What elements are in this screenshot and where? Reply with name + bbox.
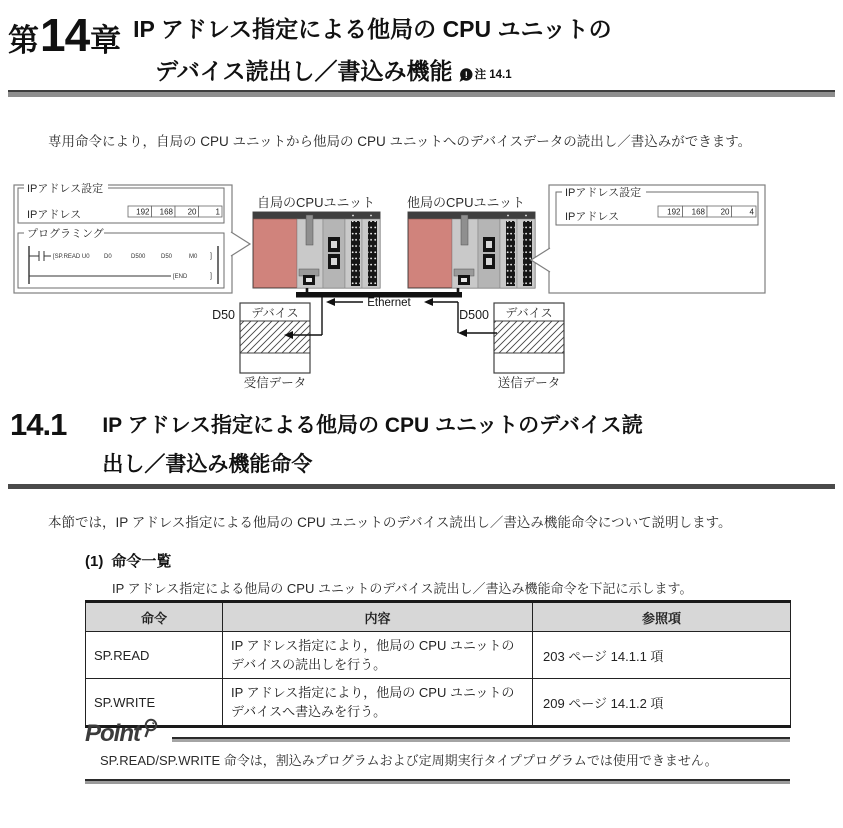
section-title-line2: 出し／書込み機能命令 [102, 453, 313, 476]
svg-text:]: ] [210, 273, 212, 280]
chapter-title-line2 [155, 50, 611, 92]
chapter-header [8, 8, 612, 92]
other-ip-octet-2: 168 [691, 207, 705, 217]
receive-device-box [212, 303, 310, 390]
svg-text:D500: D500 [131, 254, 146, 260]
section-title-line1: IP アドレス指定による他局の CPU ユニットのデバイス読 [102, 414, 643, 437]
send-device-caption: 送信データ [497, 376, 561, 390]
point-label: Point [85, 720, 140, 747]
arrow-ethernet-right [424, 298, 433, 306]
other-ip-octet-1: 192 [667, 207, 681, 217]
ladder-end: [END [173, 274, 188, 280]
instruction-name: SP.READ [86, 632, 223, 679]
own-cpu-unit-image [253, 212, 380, 288]
own-ip-octets [128, 206, 222, 217]
chapter-title-line1: IP アドレス指定による他局の CPU ユニットの [133, 16, 612, 42]
send-device-box [459, 303, 564, 390]
section-title [102, 406, 642, 484]
point-header [85, 722, 161, 746]
list-heading-number: (1) [85, 553, 104, 570]
table-header-row [86, 602, 791, 632]
list-lead: IP アドレス指定による他局の CPU ユニットのデバイス読出し／書込み機能命令を下記に示します。 [112, 581, 693, 596]
own-cpu-label: 自局のCPUユニット [257, 195, 375, 210]
own-ip-octet-3: 20 [187, 207, 197, 217]
other-cpu-unit-image [408, 212, 535, 288]
svg-text:M0: M0 [189, 254, 198, 260]
chapter-no: 14 [40, 9, 90, 61]
other-ip-octet-3: 20 [720, 207, 730, 217]
svg-text:D0: D0 [104, 254, 112, 260]
ethernet-label: Ethernet [367, 297, 411, 309]
other-ip-octet-4: 4 [749, 207, 754, 217]
section-number: 14.1 [10, 407, 67, 442]
own-ip-octet-2: 168 [159, 207, 173, 217]
receive-device-address: D50 [212, 308, 235, 322]
system-diagram [0, 180, 843, 395]
instruction-description: IP アドレス指定により，他局の CPU ユニットのデバイスへ書込みを行う。 [223, 679, 533, 727]
instruction-reference: 209 ページ 14.1.2 項 [533, 679, 791, 727]
list-heading-text: 命令一覧 [111, 553, 172, 570]
ladder-instruction: [SP.READ U0 [53, 254, 90, 260]
section-header [10, 406, 643, 484]
instruction-description: IP アドレス指定により，他局の CPU ユニットのデバイスの読出しを行う。 [223, 632, 533, 679]
section-intro: 本節では，IP アドレス指定による他局の CPU ユニットのデバイス読出し／書込み機能命令について説明します。 [48, 515, 732, 530]
col-header-reference: 参照項 [533, 602, 791, 632]
receive-data-hatch [241, 321, 310, 353]
chapter-title [133, 8, 611, 92]
programming-group-title: プログラミング [27, 228, 104, 240]
other-station-callout [531, 185, 765, 293]
instruction-table [85, 600, 791, 728]
own-ip-group-title: IPアドレス設定 [27, 183, 104, 195]
own-ip-field-label: IPアドレス [27, 209, 82, 221]
col-header-instruction: 命令 [86, 602, 223, 632]
list-heading [85, 550, 171, 571]
point-bottom-rule [85, 779, 790, 784]
arrow-ethernet-left [326, 298, 335, 306]
table-row [86, 632, 791, 679]
svg-text:D50: D50 [161, 254, 173, 260]
arrow-from-send-box [458, 329, 467, 337]
col-header-description: 内容 [223, 602, 533, 632]
chapter-number [8, 8, 121, 62]
intro-paragraph: 専用命令により，自局の CPU ユニットから他局の CPU ユニットへのデバイスデータの読出し／書込みができます。 [48, 134, 752, 149]
other-ip-octets [658, 206, 756, 217]
send-device-address: D500 [459, 308, 489, 322]
chapter-suffix: 章 [90, 23, 122, 58]
other-cpu-label: 他局のCPUユニット [407, 195, 525, 210]
other-ip-group-title: IPアドレス設定 [565, 187, 642, 199]
system-diagram-svg [0, 180, 843, 395]
other-ip-field-label: IPアドレス [565, 211, 620, 223]
send-device-header: デバイス [505, 306, 553, 320]
svg-text:]: ] [210, 253, 212, 260]
instruction-name: SP.WRITE [86, 679, 223, 727]
chapter-prefix: 第 [8, 23, 39, 58]
own-ip-octet-1: 192 [136, 207, 150, 217]
receive-device-caption: 受信データ [243, 376, 307, 390]
section-rule [8, 484, 835, 489]
note-label: 注 14.1 [474, 69, 512, 81]
instruction-reference: 203 ページ 14.1.1 項 [533, 632, 791, 679]
chapter-title-line2-text: デバイス読出し／書込み機能 [155, 58, 453, 84]
point-top-rule [172, 737, 790, 742]
point-text: SP.READ/SP.WRITE 命令は，割込みプログラムおよび定周期実行タイププログラムでは使用できません。 [100, 753, 718, 768]
note-balloon-icon [459, 68, 473, 83]
chapter-rule [8, 90, 835, 97]
table-row [86, 679, 791, 727]
send-data-hatch [495, 321, 564, 353]
svg-text:!: ! [464, 69, 468, 81]
own-callout-tail [231, 232, 250, 256]
receive-device-header: デバイス [251, 306, 299, 320]
magnifier-icon [141, 718, 161, 740]
own-station-callout [14, 182, 250, 293]
own-ip-octet-4: 1 [215, 207, 220, 217]
